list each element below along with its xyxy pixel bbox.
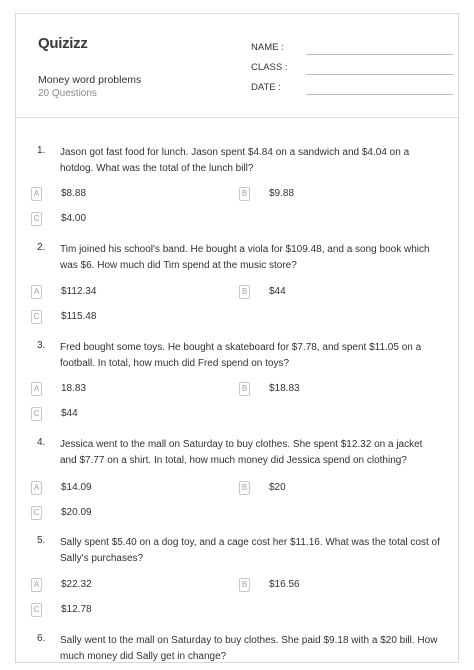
question-number: 1. <box>37 145 46 156</box>
option-letter-box: A <box>31 382 42 396</box>
date-label: DATE : <box>251 82 281 93</box>
question-count: 20 Questions <box>38 88 97 99</box>
option-letter-box: C <box>31 506 42 520</box>
class-line <box>306 74 453 75</box>
question-text: Tim joined his school's band. He bought a viola for $109.48, and a song book which was $6. How much did Tim spend at the music store? <box>60 244 430 271</box>
option-letter-box: C <box>31 212 42 226</box>
option-text: $20.09 <box>61 507 92 518</box>
name-label: NAME : <box>251 42 284 53</box>
option-letter-box: C <box>31 603 42 617</box>
class-label: CLASS : <box>251 62 288 73</box>
question-text: Sally went to the mall on Saturday to buy clothes. She paid $9.18 with a $20 bill. How much money did Sally get in change? <box>60 635 438 662</box>
option-text: $44 <box>269 286 286 297</box>
question-number: 2. <box>37 242 46 253</box>
option-letter-box: B <box>239 285 250 299</box>
option-text: $16.56 <box>269 579 300 590</box>
option-text: $4.00 <box>61 213 87 224</box>
question-number: 4. <box>37 437 46 448</box>
question-number: 3. <box>37 340 46 351</box>
option-text: $18.83 <box>269 383 300 394</box>
date-line <box>306 94 453 95</box>
header-divider <box>16 117 458 118</box>
class-field[interactable] <box>251 62 287 73</box>
option-letter-box: B <box>239 481 250 495</box>
question-number: 5. <box>37 535 46 546</box>
option-text: $9.88 <box>269 188 295 199</box>
option-letter-box: A <box>31 481 42 495</box>
date-field[interactable] <box>251 82 281 93</box>
option-text: $20 <box>269 482 286 493</box>
question-text: Fred bought some toys. He bought a skateboard for $7.78, and spent $11.05 on a football. In total, how much did Fred spend on toys? <box>60 342 422 369</box>
option-text: $8.88 <box>61 188 87 199</box>
name-field[interactable] <box>251 42 284 53</box>
option-text: $12.78 <box>61 604 92 615</box>
option-letter-box: A <box>31 578 42 592</box>
option-letter-box: B <box>239 187 250 201</box>
option-text: 18.83 <box>61 383 87 394</box>
question-text: Sally spent $5.40 on a dog toy, and a cage cost her $11.16. What was the total cost of Sally's purchases? <box>60 537 440 564</box>
option-letter-box: A <box>31 285 42 299</box>
option-letter-box: B <box>239 578 250 592</box>
quizizz-logo: Quizizz <box>38 35 88 52</box>
option-letter-box: C <box>31 310 42 324</box>
option-text: $22.32 <box>61 579 92 590</box>
option-text: $115.48 <box>61 311 97 322</box>
name-line <box>306 54 453 55</box>
option-letter-box: B <box>239 382 250 396</box>
question-text: Jason got fast food for lunch. Jason spent $4.84 on a sandwich and $4.04 on a hotdog. What was the total of the lunch bill? <box>60 147 410 174</box>
question-text: Jessica went to the mall on Saturday to buy clothes. She spent $12.32 on a jacket and $7.77 on a shirt. In total, how much money did Jessica spend on clothing? <box>60 439 423 466</box>
question-number: 6. <box>37 633 46 644</box>
option-text: $112.34 <box>61 286 97 297</box>
option-text: $14.09 <box>61 482 92 493</box>
option-text: $44 <box>61 408 78 419</box>
worksheet-page <box>15 13 459 663</box>
worksheet-title: Money word problems <box>38 74 142 86</box>
option-letter-box: A <box>31 187 42 201</box>
option-letter-box: C <box>31 407 42 421</box>
